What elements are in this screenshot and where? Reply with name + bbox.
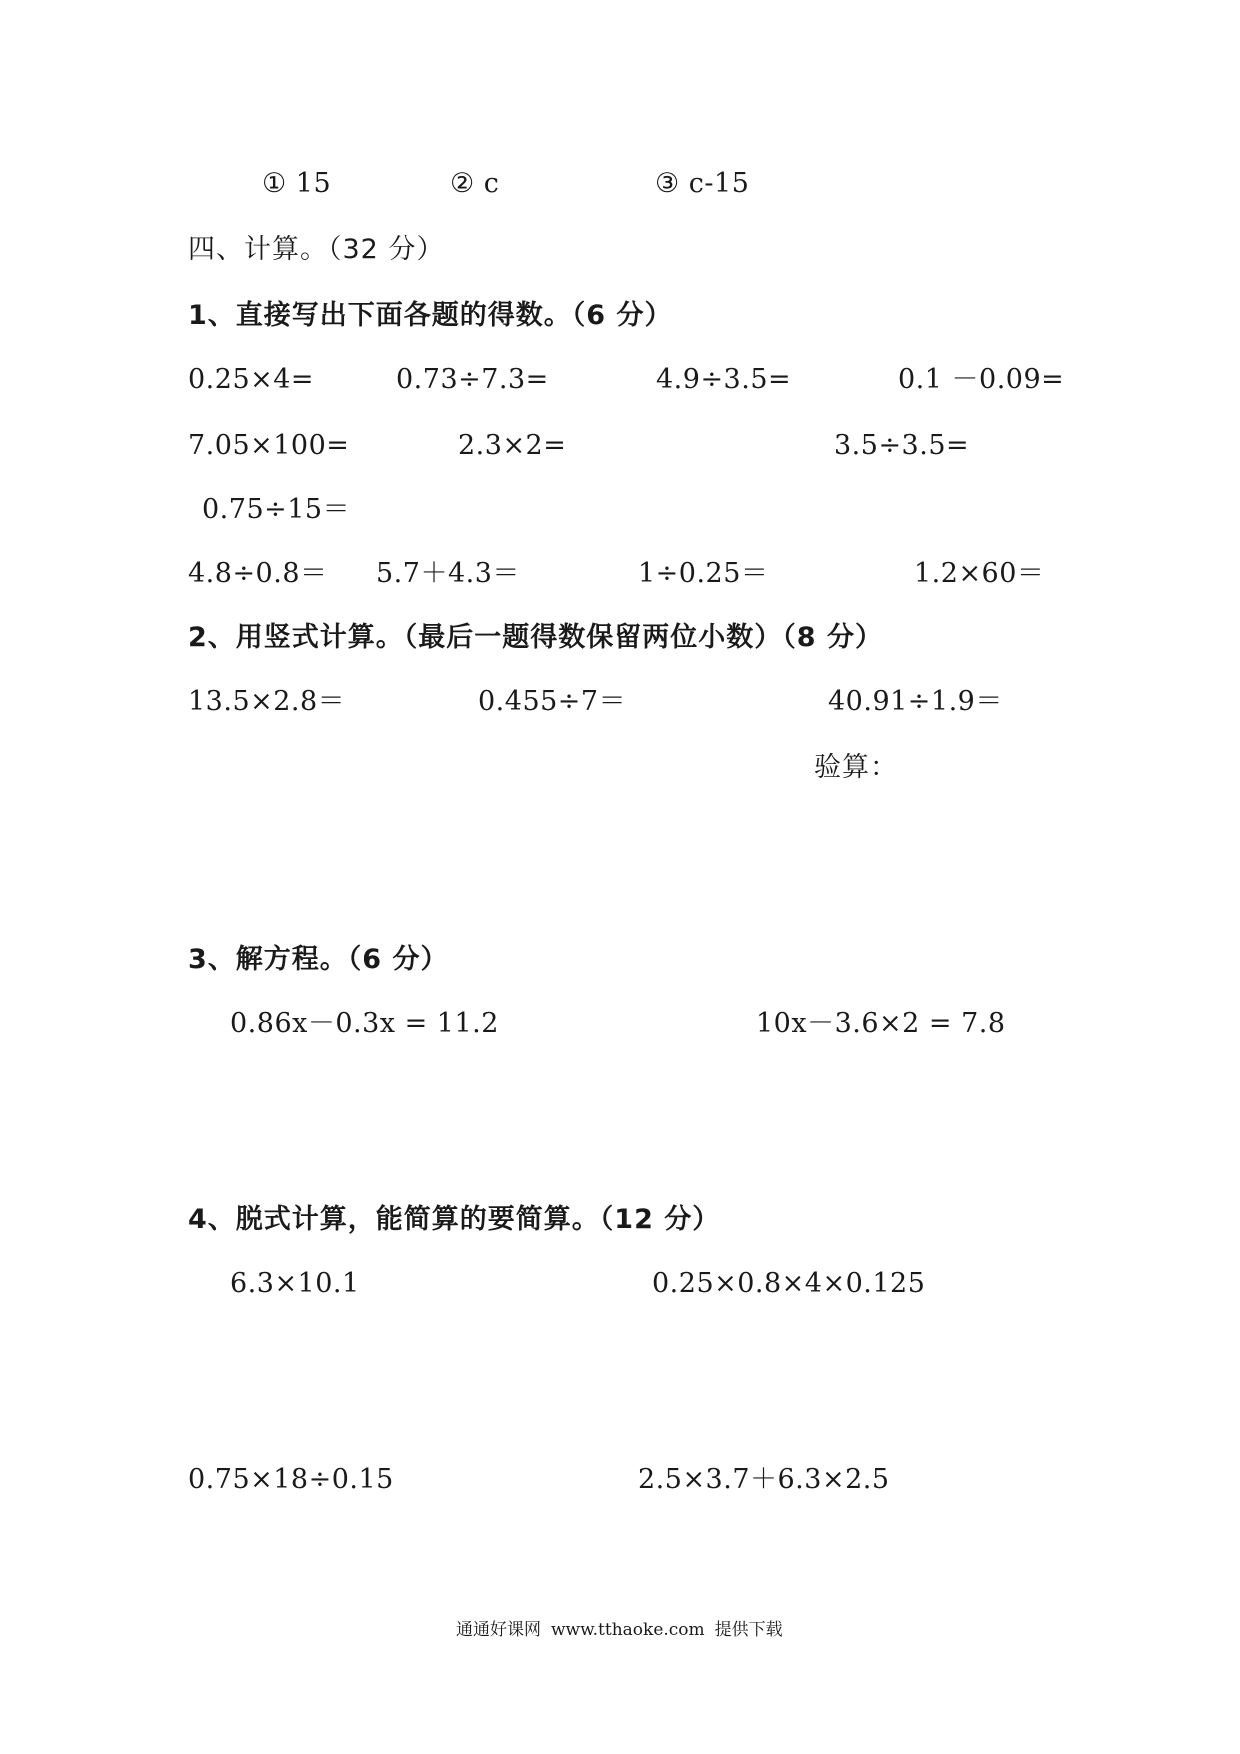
- q2-check-label: 验算：: [814, 752, 898, 783]
- q1-row3-item-1: 0.75÷15＝: [202, 494, 351, 525]
- q3-title: 3、解方程。（6 分）: [188, 944, 449, 975]
- q4-item-4: 2.5×3.7＋6.3×2.5: [638, 1464, 890, 1495]
- q1-row4-item-2: 5.7＋4.3＝: [376, 558, 520, 589]
- q2-item-1: 13.5×2.8＝: [188, 686, 346, 717]
- q1-row1-item-1: 0.25×4=: [188, 364, 315, 395]
- q2-title: 2、用竖式计算。（最后一题得数保留两位小数）（8 分）: [188, 622, 883, 653]
- q1-row2-item-2: 2.3×2=: [458, 430, 567, 461]
- q1-row2-item-1: 7.05×100=: [188, 430, 350, 461]
- q1-row4-item-1: 4.8÷0.8＝: [188, 558, 328, 589]
- option-1: ① 15: [262, 168, 332, 199]
- section-title: 四、计算。（32 分）: [188, 234, 445, 265]
- q2-item-3: 40.91÷1.9＝: [828, 686, 1003, 717]
- q4-item-3: 0.75×18÷0.15: [188, 1464, 394, 1495]
- q3-item-1: 0.86x－0.3x = 11.2: [230, 1008, 499, 1039]
- q4-item-1: 6.3×10.1: [230, 1268, 360, 1299]
- footer-site-name: 通通好课网: [456, 1620, 541, 1640]
- q1-row1-item-2: 0.73÷7.3=: [396, 364, 549, 395]
- page-footer: [456, 1622, 783, 1639]
- footer-url: www.tthaoke.com: [551, 1620, 705, 1640]
- q1-title: 1、直接写出下面各题的得数。（6 分）: [188, 300, 673, 331]
- footer-download-text: 提供下载: [714, 1620, 783, 1640]
- q1-row2-item-3: 3.5÷3.5=: [834, 430, 970, 461]
- q2-item-2: 0.455÷7＝: [478, 686, 627, 717]
- q1-row1-item-3: 4.9÷3.5=: [656, 364, 792, 395]
- q1-row4-item-4: 1.2×60＝: [914, 558, 1045, 589]
- q1-row1-item-4: 0.1 －0.09=: [898, 364, 1065, 395]
- option-2: ② c: [450, 168, 500, 199]
- q4-title: 4、脱式计算，能简算的要简算。（12 分）: [188, 1204, 721, 1235]
- q4-item-2: 0.25×0.8×4×0.125: [652, 1268, 926, 1299]
- option-3: ③ c-15: [655, 168, 750, 199]
- q3-item-2: 10x－3.6×2 = 7.8: [756, 1008, 1006, 1039]
- q1-row4-item-3: 1÷0.25＝: [638, 558, 769, 589]
